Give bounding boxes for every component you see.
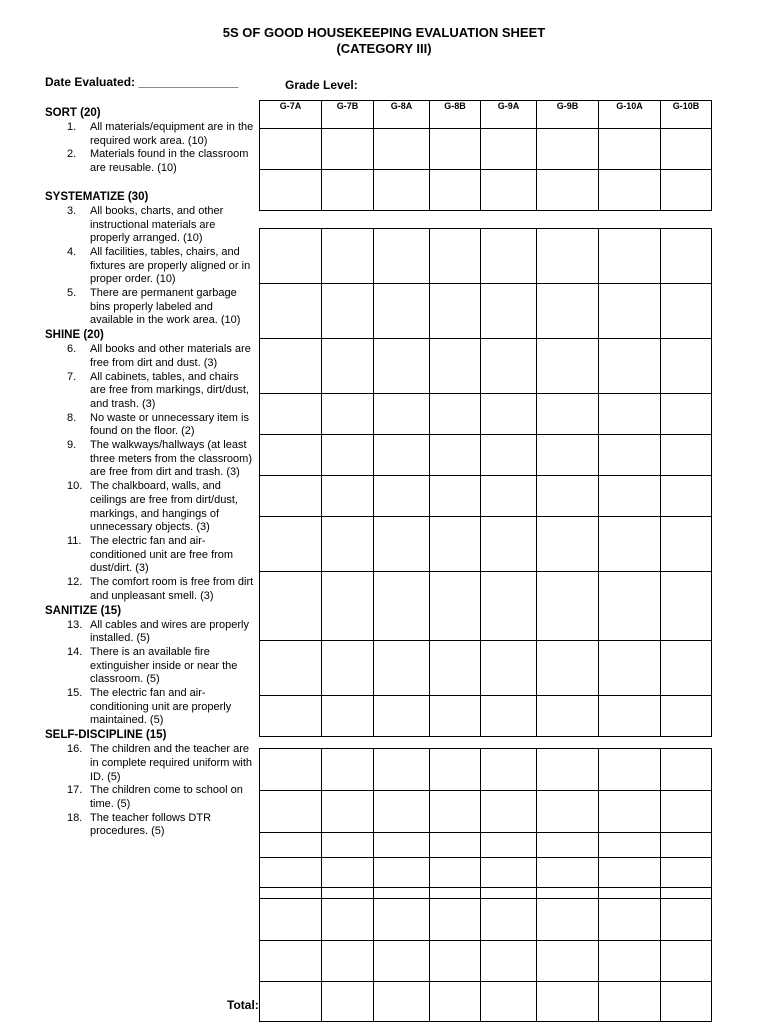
score-cell[interactable] xyxy=(481,435,537,476)
score-cell[interactable] xyxy=(260,284,322,339)
section-heading-systematize: SYSTEMATIZE (30) xyxy=(45,190,149,203)
score-cell[interactable] xyxy=(661,517,712,572)
score-cell[interactable] xyxy=(537,696,599,737)
score-cell[interactable] xyxy=(537,941,599,982)
score-cell[interactable] xyxy=(599,749,661,791)
score-cell[interactable] xyxy=(537,899,599,941)
score-row xyxy=(260,833,712,858)
score-cell[interactable] xyxy=(661,941,712,982)
score-row xyxy=(260,899,712,941)
score-cell[interactable] xyxy=(322,833,374,858)
score-cell[interactable] xyxy=(537,833,599,858)
score-cell[interactable] xyxy=(537,339,599,394)
criterion-number: 13. xyxy=(67,618,83,631)
criterion-number: 7. xyxy=(67,370,77,383)
total-cell[interactable] xyxy=(260,982,322,1022)
score-cell[interactable] xyxy=(661,572,712,641)
criterion-number: 5. xyxy=(67,287,77,300)
score-cell[interactable] xyxy=(661,394,712,435)
score-cell[interactable] xyxy=(661,435,712,476)
score-cell[interactable] xyxy=(374,858,430,888)
column-header: G-9B xyxy=(537,101,599,129)
score-cell[interactable] xyxy=(599,284,661,339)
score-cell[interactable] xyxy=(481,572,537,641)
total-cell[interactable] xyxy=(661,982,712,1022)
criterion-text: Materials found in the classroom are reusable. (10) xyxy=(90,148,249,175)
score-cell[interactable] xyxy=(481,749,537,791)
score-cell[interactable] xyxy=(374,129,430,170)
criterion-text: The children come to school on time. (5) xyxy=(90,784,243,810)
criterion-item xyxy=(45,646,255,687)
date-evaluated-label: Date Evaluated: _______________ xyxy=(45,75,239,89)
score-cell[interactable] xyxy=(374,899,430,941)
total-label: Total: xyxy=(227,998,259,1012)
score-cell[interactable] xyxy=(537,858,599,888)
criterion-item xyxy=(45,812,255,839)
score-cell[interactable] xyxy=(599,170,661,211)
criterion-text: There is an available fire extinguisher inside or near the classroom. (5) xyxy=(90,645,238,686)
score-cell[interactable] xyxy=(661,858,712,888)
criterion-item xyxy=(45,576,255,603)
total-cell[interactable] xyxy=(599,982,661,1022)
criterion-item xyxy=(45,343,255,370)
criterion-number: 16. xyxy=(67,743,83,756)
score-cell[interactable] xyxy=(430,888,481,899)
score-cell[interactable] xyxy=(374,229,430,284)
score-cell[interactable] xyxy=(322,339,374,394)
score-cell[interactable] xyxy=(481,170,537,211)
criterion-item xyxy=(45,287,255,328)
column-header: G-8A xyxy=(374,101,430,129)
score-cell[interactable] xyxy=(599,791,661,833)
score-cell[interactable] xyxy=(481,888,537,899)
score-cell[interactable] xyxy=(430,858,481,888)
score-row xyxy=(260,888,712,899)
score-cell[interactable] xyxy=(374,749,430,791)
criterion-number: 8. xyxy=(67,411,77,424)
score-row xyxy=(260,941,712,982)
score-cell[interactable] xyxy=(537,641,599,696)
criterion-number: 11. xyxy=(67,534,82,547)
score-cell[interactable] xyxy=(322,749,374,791)
score-row xyxy=(260,517,712,572)
criterion-text: The comfort room is free from dirt and unpleasant smell. (3) xyxy=(90,576,254,602)
score-cell[interactable] xyxy=(599,229,661,284)
criterion-item xyxy=(45,743,255,784)
section-heading-sanitize: SANITIZE (15) xyxy=(45,604,122,617)
score-row xyxy=(260,170,712,211)
sort-score-grid xyxy=(259,100,712,211)
score-cell[interactable] xyxy=(481,284,537,339)
section-heading-self-discipline: SELF-DISCIPLINE (15) xyxy=(45,729,167,742)
score-cell[interactable] xyxy=(537,129,599,170)
score-cell[interactable] xyxy=(537,435,599,476)
score-cell[interactable] xyxy=(599,572,661,641)
score-cell[interactable] xyxy=(322,858,374,888)
score-cell[interactable] xyxy=(599,435,661,476)
score-cell[interactable] xyxy=(481,941,537,982)
score-cell[interactable] xyxy=(430,284,481,339)
score-cell[interactable] xyxy=(260,517,322,572)
criterion-text: The electric fan and air-conditioned unit are free from dust/dirt. (3) xyxy=(90,534,234,575)
criterion-text: All books, charts, and other instructional materials are properly arranged. (10) xyxy=(90,204,224,245)
criterion-text: There are permanent garbage bins properly labeled and available in the work area. (10) xyxy=(90,287,241,327)
score-cell[interactable] xyxy=(537,517,599,572)
score-cell[interactable] xyxy=(430,749,481,791)
column-header: G-7B xyxy=(322,101,374,129)
criterion-number: 9. xyxy=(67,439,77,452)
score-cell[interactable] xyxy=(322,696,374,737)
score-cell[interactable] xyxy=(430,476,481,517)
criterion-item xyxy=(45,619,255,646)
criterion-text: All facilities, tables, chairs, and fixtures are properly aligned or in proper order. (10) xyxy=(90,245,251,286)
score-cell[interactable] xyxy=(260,476,322,517)
score-row xyxy=(260,129,712,170)
score-cell[interactable] xyxy=(599,696,661,737)
score-cell[interactable] xyxy=(430,696,481,737)
score-row xyxy=(260,284,712,339)
score-cell[interactable] xyxy=(260,858,322,888)
criterion-item xyxy=(45,784,255,811)
score-cell[interactable] xyxy=(481,641,537,696)
score-cell[interactable] xyxy=(322,284,374,339)
score-cell[interactable] xyxy=(661,641,712,696)
score-cell[interactable] xyxy=(430,791,481,833)
column-header: G-9A xyxy=(481,101,537,129)
score-cell[interactable] xyxy=(599,858,661,888)
column-header: G-10A xyxy=(599,101,661,129)
criterion-number: 10. xyxy=(67,480,83,493)
criterion-text: All cables and wires are properly installed. (5) xyxy=(90,618,249,645)
score-cell[interactable] xyxy=(537,284,599,339)
score-cell[interactable] xyxy=(374,696,430,737)
score-cell[interactable] xyxy=(661,284,712,339)
criterion-text: All books and other materials are free from dirt and dust. (3) xyxy=(90,343,251,369)
score-cell[interactable] xyxy=(322,941,374,982)
score-cell[interactable] xyxy=(374,394,430,435)
criterion-text: The electric fan and air-conditioning unit are properly maintained. (5) xyxy=(90,687,232,727)
total-row xyxy=(260,982,712,1022)
score-cell[interactable] xyxy=(260,394,322,435)
score-cell[interactable] xyxy=(430,517,481,572)
score-cell[interactable] xyxy=(374,517,430,572)
criterion-item xyxy=(45,480,255,535)
score-row xyxy=(260,858,712,888)
score-cell[interactable] xyxy=(599,888,661,899)
criterion-item xyxy=(45,535,255,576)
score-cell[interactable] xyxy=(661,476,712,517)
score-cell[interactable] xyxy=(374,170,430,211)
score-cell[interactable] xyxy=(481,339,537,394)
column-header: G-10B xyxy=(661,101,712,129)
score-row xyxy=(260,749,712,791)
score-row xyxy=(260,394,712,435)
score-row xyxy=(260,791,712,833)
score-cell[interactable] xyxy=(322,899,374,941)
score-cell[interactable] xyxy=(537,476,599,517)
score-cell[interactable] xyxy=(374,641,430,696)
criterion-number: 18. xyxy=(67,811,83,824)
total-cell[interactable] xyxy=(481,982,537,1022)
score-cell[interactable] xyxy=(374,791,430,833)
score-row xyxy=(260,476,712,517)
score-cell[interactable] xyxy=(661,791,712,833)
score-cell[interactable] xyxy=(481,833,537,858)
score-cell[interactable] xyxy=(481,229,537,284)
score-row xyxy=(260,435,712,476)
score-cell[interactable] xyxy=(430,339,481,394)
criterion-text: All cabinets, tables, and chairs are free from markings, dirt/dust, and trash. (3) xyxy=(90,370,249,410)
score-cell[interactable] xyxy=(481,517,537,572)
score-cell[interactable] xyxy=(537,749,599,791)
score-cell[interactable] xyxy=(661,888,712,899)
score-cell[interactable] xyxy=(322,170,374,211)
criterion-item xyxy=(45,205,255,246)
criterion-text: All materials/equipment are in the required work area. (10) xyxy=(90,121,254,147)
criterion-item xyxy=(45,412,255,439)
score-cell[interactable] xyxy=(537,888,599,899)
score-cell[interactable] xyxy=(322,888,374,899)
score-cell[interactable] xyxy=(374,284,430,339)
score-cell[interactable] xyxy=(481,858,537,888)
score-cell[interactable] xyxy=(260,899,322,941)
score-cell[interactable] xyxy=(374,833,430,858)
score-cell[interactable] xyxy=(260,888,322,899)
score-cell[interactable] xyxy=(322,517,374,572)
criterion-number: 12. xyxy=(67,576,83,589)
criterion-item xyxy=(45,121,255,148)
score-cell[interactable] xyxy=(374,476,430,517)
score-cell[interactable] xyxy=(260,170,322,211)
score-row xyxy=(260,339,712,394)
score-cell[interactable] xyxy=(481,791,537,833)
score-cell[interactable] xyxy=(260,229,322,284)
criterion-text: The walkways/hallways (at least three meters from the classroom) are free from dirt and trash. (3) xyxy=(90,439,252,479)
score-cell[interactable] xyxy=(661,833,712,858)
score-cell[interactable] xyxy=(430,641,481,696)
total-cell[interactable] xyxy=(537,982,599,1022)
score-cell[interactable] xyxy=(322,476,374,517)
score-cell[interactable] xyxy=(374,941,430,982)
criterion-number: 1. xyxy=(67,121,77,133)
score-cell[interactable] xyxy=(260,696,322,737)
score-cell[interactable] xyxy=(430,394,481,435)
score-cell[interactable] xyxy=(661,339,712,394)
criterion-text: The chalkboard, walls, and ceilings are free from dirt/dust, markings, and hangings of unnecessary objects. (3) xyxy=(90,480,238,534)
criteria-list xyxy=(45,104,255,839)
criterion-number: 3. xyxy=(67,204,77,217)
score-cell[interactable] xyxy=(537,394,599,435)
score-cell[interactable] xyxy=(599,941,661,982)
score-cell[interactable] xyxy=(537,791,599,833)
score-cell[interactable] xyxy=(481,696,537,737)
score-cell[interactable] xyxy=(322,129,374,170)
criterion-number: 6. xyxy=(67,343,77,356)
score-cell[interactable] xyxy=(661,229,712,284)
criterion-number: 17. xyxy=(67,784,83,797)
score-row xyxy=(260,696,712,737)
criterion-text: No waste or unnecessary item is found on the floor. (2) xyxy=(90,411,249,438)
score-cell[interactable] xyxy=(260,941,322,982)
score-cell[interactable] xyxy=(661,696,712,737)
score-cell[interactable] xyxy=(260,833,322,858)
total-cell[interactable] xyxy=(374,982,430,1022)
score-cell[interactable] xyxy=(661,899,712,941)
score-cell[interactable] xyxy=(430,833,481,858)
score-cell[interactable] xyxy=(322,572,374,641)
criterion-item xyxy=(45,687,255,728)
criterion-number: 4. xyxy=(67,245,77,258)
score-row xyxy=(260,229,712,284)
score-cell[interactable] xyxy=(260,572,322,641)
score-cell[interactable] xyxy=(322,394,374,435)
score-cell[interactable] xyxy=(322,435,374,476)
total-cell[interactable] xyxy=(430,982,481,1022)
criterion-number: 2. xyxy=(67,148,77,161)
score-cell[interactable] xyxy=(260,129,322,170)
score-cell[interactable] xyxy=(599,339,661,394)
score-row xyxy=(260,572,712,641)
score-cell[interactable] xyxy=(260,339,322,394)
criterion-text: The teacher follows DTR procedures. (5) xyxy=(90,811,212,838)
score-cell[interactable] xyxy=(430,899,481,941)
score-cell[interactable] xyxy=(374,435,430,476)
score-row xyxy=(260,641,712,696)
total-cell[interactable] xyxy=(322,982,374,1022)
score-cell[interactable] xyxy=(430,229,481,284)
score-cell[interactable] xyxy=(599,641,661,696)
systematize-shine-score-grid xyxy=(259,228,712,737)
score-cell[interactable] xyxy=(481,476,537,517)
score-cell[interactable] xyxy=(430,572,481,641)
score-cell[interactable] xyxy=(481,899,537,941)
score-cell[interactable] xyxy=(260,749,322,791)
score-cell[interactable] xyxy=(260,791,322,833)
criterion-item xyxy=(45,246,255,287)
score-cell[interactable] xyxy=(430,941,481,982)
score-cell[interactable] xyxy=(374,339,430,394)
score-cell[interactable] xyxy=(599,517,661,572)
score-cell[interactable] xyxy=(322,641,374,696)
score-cell[interactable] xyxy=(481,394,537,435)
sheet-title: 5S OF GOOD HOUSEKEEPING EVALUATION SHEET xyxy=(222,25,546,40)
sanitize-self-discipline-score-grid xyxy=(259,748,712,1022)
sheet-subtitle: (CATEGORY III) xyxy=(336,41,432,56)
score-cell[interactable] xyxy=(374,572,430,641)
criterion-number: 14. xyxy=(67,645,83,658)
criterion-item xyxy=(45,371,255,412)
score-cell[interactable] xyxy=(430,129,481,170)
score-cell[interactable] xyxy=(599,899,661,941)
score-cell[interactable] xyxy=(537,170,599,211)
score-cell[interactable] xyxy=(599,833,661,858)
score-cell[interactable] xyxy=(322,229,374,284)
score-cell[interactable] xyxy=(661,749,712,791)
column-header: G-8B xyxy=(430,101,481,129)
score-cell[interactable] xyxy=(374,888,430,899)
score-cell[interactable] xyxy=(430,170,481,211)
score-cell[interactable] xyxy=(661,129,712,170)
grade-level-label: Grade Level: xyxy=(285,78,358,92)
score-cell[interactable] xyxy=(260,641,322,696)
score-cell[interactable] xyxy=(599,476,661,517)
column-header: G-7A xyxy=(260,101,322,129)
score-cell[interactable] xyxy=(599,394,661,435)
criterion-text: The children and the teacher are in complete required uniform with ID. (5) xyxy=(90,743,253,783)
criterion-item xyxy=(45,148,255,175)
score-cell[interactable] xyxy=(322,791,374,833)
score-cell[interactable] xyxy=(537,229,599,284)
score-cell[interactable] xyxy=(537,572,599,641)
section-heading-shine: SHINE (20) xyxy=(45,329,104,342)
score-cell[interactable] xyxy=(260,435,322,476)
score-cell[interactable] xyxy=(599,129,661,170)
criterion-number: 15. xyxy=(67,687,83,700)
score-cell[interactable] xyxy=(481,129,537,170)
section-heading-sort: SORT (20) xyxy=(45,107,101,119)
score-cell[interactable] xyxy=(430,435,481,476)
criterion-item xyxy=(45,439,255,480)
score-cell[interactable] xyxy=(661,170,712,211)
